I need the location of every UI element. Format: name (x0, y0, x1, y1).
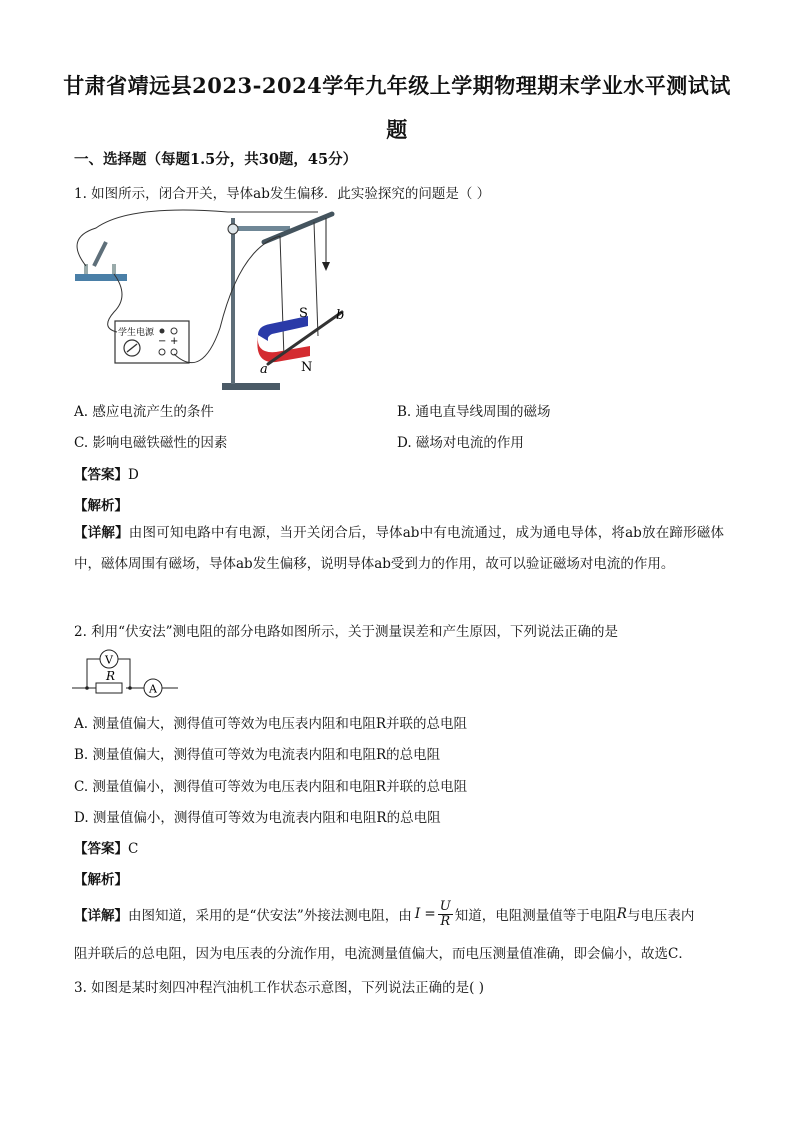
label-s: S (299, 306, 308, 321)
formula-lhs: I = (414, 906, 436, 922)
detail-text: 与电压表内 (626, 908, 695, 924)
answer-value: D (128, 467, 139, 483)
detail-tag: 【详解】 (74, 525, 129, 541)
q1-option-a: A. 感应电流产生的条件 (74, 404, 214, 420)
analysis-tag: 【解析】 (74, 872, 128, 888)
question-2-figure (72, 646, 182, 702)
force-arrow-head (322, 262, 330, 271)
switch-post-right (112, 264, 116, 274)
stand-arm (232, 226, 290, 231)
detail-text: 由图知道，采用的是“伏安法”外接法测电阻，由 (128, 908, 412, 924)
switch-lever (94, 242, 106, 266)
wire-top (77, 210, 318, 266)
label-b: b (336, 308, 345, 323)
q1-analysis-heading (74, 494, 128, 514)
detail-text: 知道，电阻测量值等于电阻 (454, 908, 617, 924)
wire-supply-rod (174, 236, 280, 363)
q1-option-b: B. 通电直导线周围的磁场 (397, 404, 551, 420)
question-3-stem: 3. 如图是某时刻四冲程汽油机工作状态示意图，下列说法正确的是( ) (74, 980, 484, 996)
ammeter-label: A (149, 682, 157, 696)
label-a: a (260, 362, 268, 377)
minus-label: − (158, 336, 167, 347)
answer-tag: 【答案】 (74, 467, 128, 483)
question-1-figure (70, 204, 360, 396)
q2-analysis-heading (74, 868, 128, 888)
power-supply-label: 学生电源 (118, 328, 155, 338)
plus-label: + (170, 336, 179, 347)
label-n: N (301, 360, 313, 375)
section-heading: 一、选择题（每题1.5分，共30题，45分） (74, 151, 358, 168)
q2-option-c: C. 测量值偏小，测得值可等效为电压表内阻和电阻R并联的总电阻 (74, 779, 468, 795)
detail-tag: 【详解】 (74, 908, 128, 924)
terminal-top-right (171, 328, 177, 334)
resistor-label: R (106, 669, 116, 683)
clamp-knob (228, 224, 238, 234)
question-2-stem: 2. 利用“伏安法”测电阻的部分电路如图所示，关于测量误差和产生原因，下列说法正确的是 (74, 624, 618, 640)
question-1-stem: 1. 如图所示，闭合开关，导体ab发生偏移．此实验探究的问题是（ ） (74, 186, 491, 202)
voltmeter-label: V (105, 653, 113, 667)
analysis-tag: 【解析】 (74, 498, 128, 514)
hanging-wire-right (314, 222, 318, 336)
terminal-dot (160, 329, 165, 334)
q2-option-d: D. 测量值偏小，测得值可等效为电流表内阻和电阻R的总电阻 (74, 810, 441, 826)
q1-detail (74, 518, 724, 580)
q2-option-b: B. 测量值偏大，测得值可等效为电流表内阻和电阻R的总电阻 (74, 747, 441, 763)
document-title: 甘肃省靖远县2023-2024学年九年级上学期物理期末学业水平测试试题 (63, 73, 731, 142)
q2-detail-line1 (74, 897, 694, 931)
q1-option-c: C. 影响电磁铁磁性的因素 (74, 435, 228, 451)
resistor-r (96, 683, 122, 693)
stand-base (222, 383, 280, 390)
q2-answer (74, 837, 138, 857)
formula-denominator: R (440, 913, 451, 929)
resistor-symbol: R (616, 906, 627, 922)
switch-base (75, 274, 127, 281)
q1-answer (74, 463, 139, 483)
detail-text: 由图可知电路中有电源，当开关闭合后，导体ab中有电流通过，成为通电导体，将ab放在蹄形磁体中，磁体周围有磁场，导体ab发生偏移，说明导体ab受到力的作用，故可以验证磁场对电流的作用。 (74, 525, 724, 572)
formula-fraction (438, 900, 453, 929)
q2-detail-line2: 阻并联后的总电阻，因为电压表的分流作用，电流测量值偏大，而电压测量值准确，即会偏小，故选C． (74, 946, 692, 962)
q2-option-a: A. 测量值偏大，测得值可等效为电压表内阻和电阻R并联的总电阻 (74, 716, 467, 732)
terminal-negative (159, 349, 165, 355)
answer-value: C (128, 841, 139, 857)
hanging-wire-left (280, 236, 284, 358)
stand-pole (231, 218, 235, 384)
answer-tag: 【答案】 (74, 841, 128, 857)
formula-numerator: U (439, 898, 451, 914)
q1-option-d: D. 磁场对电流的作用 (397, 435, 524, 451)
